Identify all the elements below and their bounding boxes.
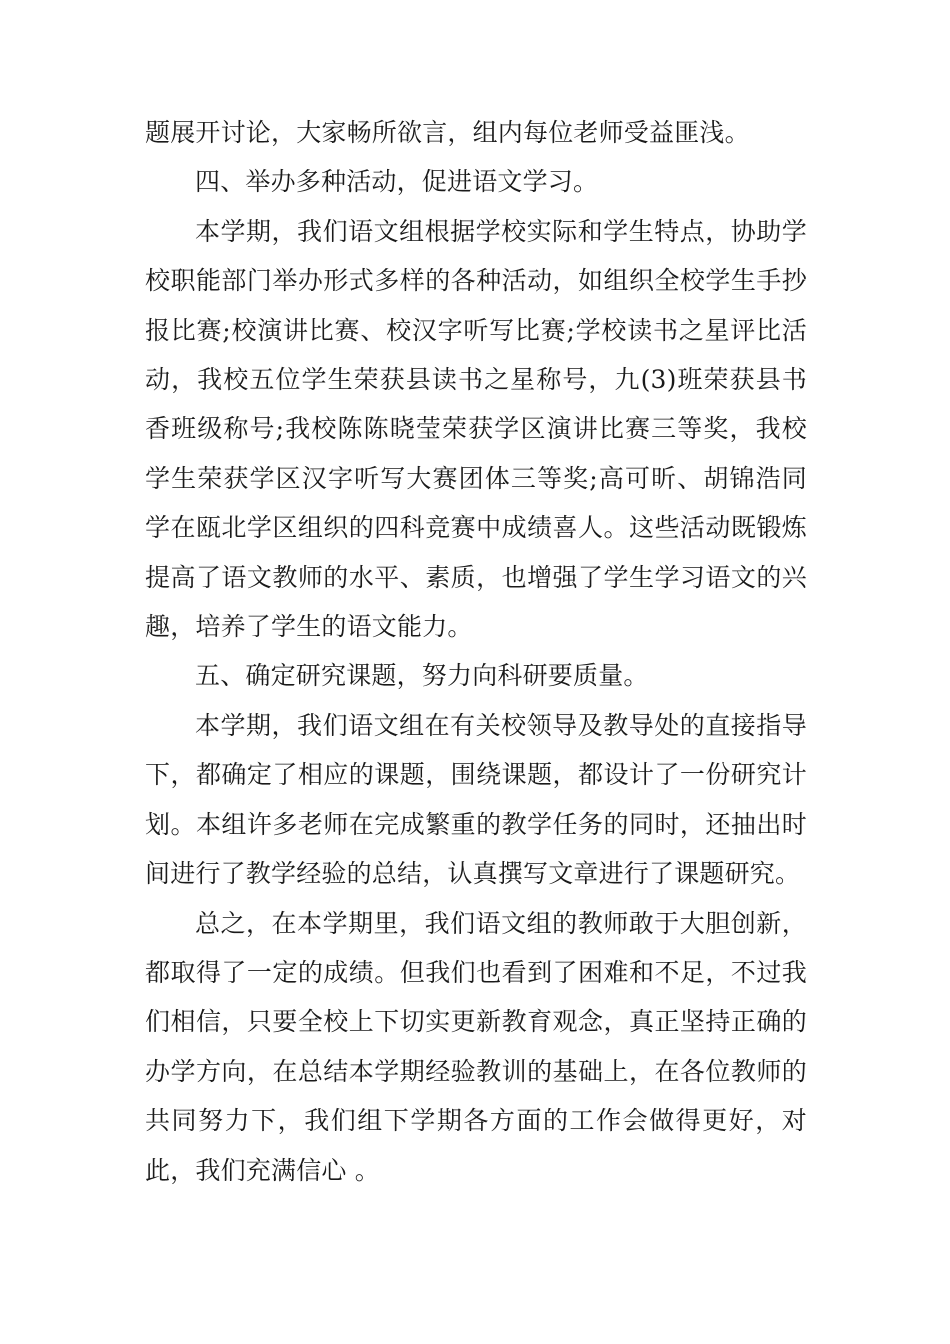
section-heading-five: 五、确定研究课题，努力向科研要质量。 — [195, 661, 649, 691]
paragraph-continuation: 题展开讨论，大家畅所欲言，组内每位老师受益匪浅。 — [145, 118, 750, 147]
paragraph-research: 本学期，我们语文组在有关校领导及教导处的直接指导下，都确定了相应的课题，围绕课题，都设计了一份研究计划。本组许多老师在完成繁重的教学任务的同时，还抽出时间进行了教学经验的总结，认真撰写文章进行了课题研究。 — [145, 710, 807, 889]
section-heading-four: 四、举办多种活动，促进语文学习。 — [195, 167, 599, 197]
paragraph-conclusion: 总之，在本学期里，我们语文组的教师敢于大胆创新，都取得了一定的成绩。但我们也看到了困难和不足，不过我们相信，只要全校上下切实更新教育观念，真正坚持正确的办学方向，在总结本学期经验教训的基础上，在各位教师的共同努力下，我们组下学期各方面的工作会做得更好，对此，我们充满信心 。 — [145, 908, 807, 1185]
document-body — [145, 108, 807, 1195]
paragraph-activities: 本学期，我们语文组根据学校实际和学生特点，协助学校职能部门举办形式多样的各种活动，如组织全校学生手抄报比赛;校演讲比赛、校汉字听写比赛;学校读书之星评比活动，我校五位学生荣获县读书之星称号，九(3)班荣获县书香班级称号;我校陈陈晓莹荣获学区演讲比赛三等奖，我校学生荣获学区汉字听写大赛团体三等奖;高可昕、胡锦浩同学在瓯北学区组织的四科竞赛中成绩喜人。这些活动既锻炼提高了语文教师的水平、素质，也增强了学生学习语文的兴趣，培养了学生的语文能力。 — [145, 216, 807, 642]
